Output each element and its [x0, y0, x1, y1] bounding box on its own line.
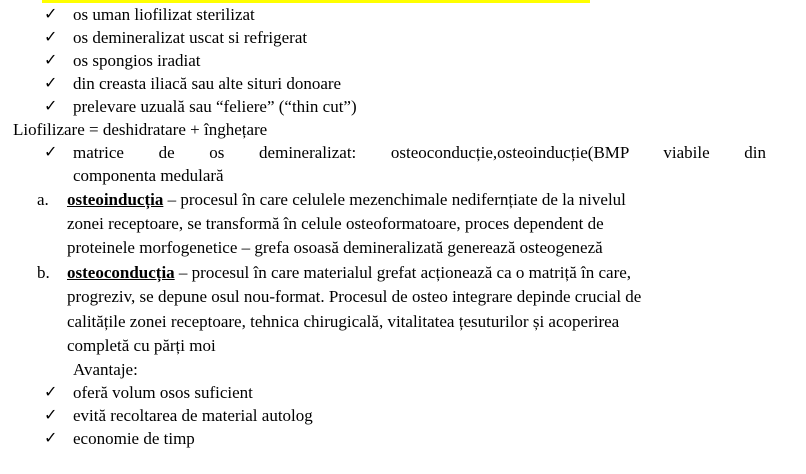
checkmark-icon: ✓: [44, 430, 58, 447]
checkmark-icon: ✓: [44, 98, 58, 115]
list-marker: a.: [37, 190, 49, 209]
checkmark-icon: ✓: [44, 52, 58, 69]
matrix-text: matrice de os demineralizat: osteoconducție,osteoinducție(BMP viabile din: [73, 143, 766, 162]
osteoconduction-line2: progreziv, se depune osul nou-format. Procesul de osteo integrare depinde crucial de: [67, 287, 642, 306]
osteoinduction-line2: zonei receptoare, se transformă în celule osteoformatoare, proces dependent de: [67, 214, 604, 233]
osteoconduction-text: [67, 261, 631, 284]
checkmark-icon: ✓: [44, 407, 58, 424]
lyophilization-definition: Liofilizare = deshidratare + înghețare: [13, 120, 268, 139]
list-item-text: os demineralizat uscat si refrigerat: [73, 28, 308, 47]
osteoinduction-line3: proteinele morfogenetice – grefa osoasă demineralizată generează osteogeneză: [67, 238, 603, 257]
checkmark-icon: ✓: [44, 144, 58, 161]
list-item-text: evită recoltarea de material autolog: [73, 406, 313, 425]
osteoconduction-line3: calitățile zonei receptoare, tehnica chirugicală, vitalitatea țesuturilor și acoperirea: [67, 312, 620, 331]
list-item-text: os spongios iradiat: [73, 51, 201, 70]
checkmark-icon: ✓: [44, 29, 58, 46]
matrix-text-continued: componenta medulară: [73, 166, 224, 185]
list-item-text: prelevare uzuală sau “feliere” (“thin cut”): [73, 97, 357, 116]
list-item-text: economie de timp: [73, 429, 195, 448]
list-item-text: oferă volum osos suficient: [73, 383, 253, 402]
checkmark-icon: ✓: [44, 6, 58, 23]
list-marker: b.: [37, 263, 50, 282]
osteoconduction-line1: – procesul în care materialul grefat acționează ca o matriță în care,: [174, 263, 632, 282]
checkmark-icon: ✓: [44, 384, 58, 401]
osteoinduction-text: [67, 188, 626, 211]
list-item-text: din creasta iliacă sau alte situri donoare: [73, 74, 342, 93]
osteoinduction-line1: – procesul în care celulele mezenchimale nedifernțiate de la nivelul: [163, 190, 626, 209]
term-osteoinduction: osteoinducția: [67, 190, 164, 209]
osteoconduction-line4: completă cu părți moi: [67, 336, 216, 355]
term-osteoconduction: osteoconducția: [67, 263, 175, 282]
list-item-text: os uman liofilizat sterilizat: [73, 5, 255, 24]
list-item: [0, 141, 806, 164]
checkmark-icon: ✓: [44, 75, 58, 92]
advantages-heading: Avantaje:: [73, 360, 138, 379]
